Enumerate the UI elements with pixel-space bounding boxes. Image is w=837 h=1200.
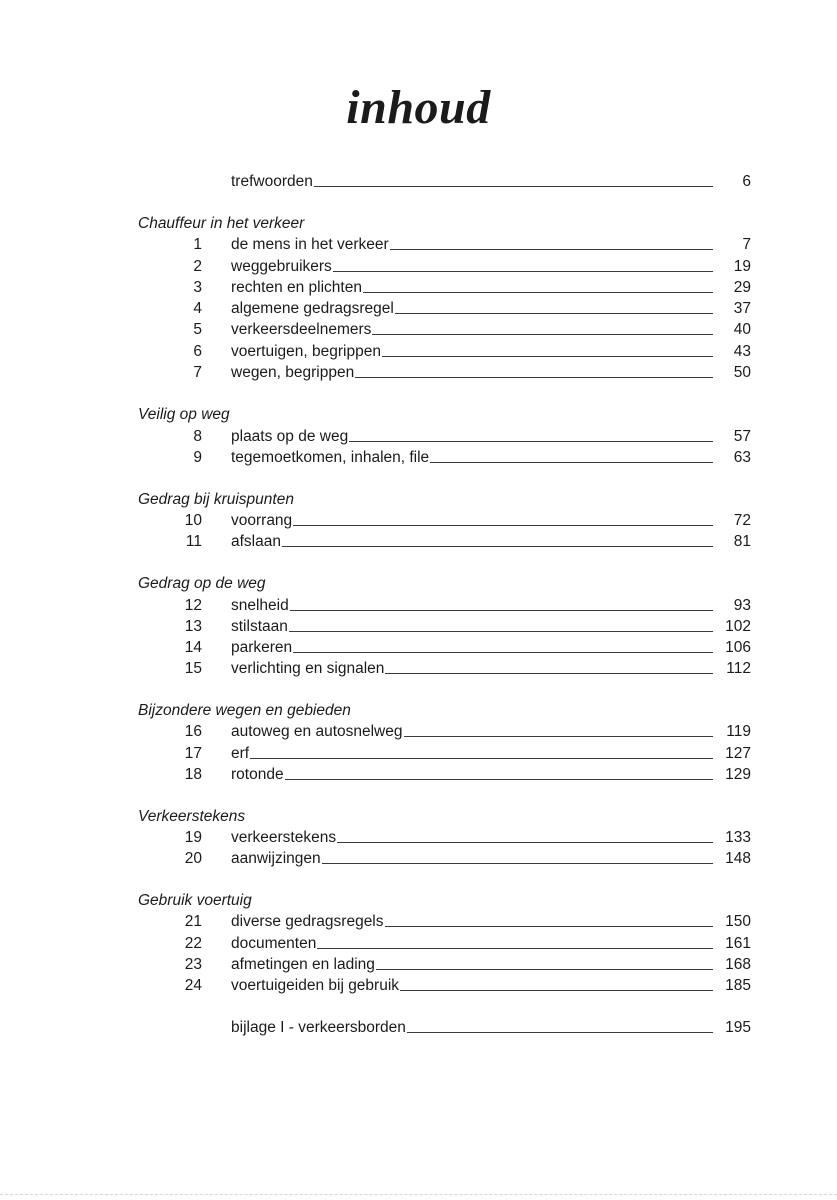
toc-entry[interactable]	[0, 447, 837, 469]
toc-entry-number: 16	[184, 723, 202, 740]
toc-entry-number: 6	[193, 343, 202, 360]
toc-entry-number: 9	[193, 449, 202, 466]
toc-entry-page: 195	[725, 1019, 751, 1036]
toc-entry-number: 22	[184, 935, 202, 952]
toc-entry-number: 3	[193, 279, 202, 296]
toc-entry-number: 23	[184, 956, 202, 973]
dot-leader	[231, 610, 713, 611]
toc-entry-number: 19	[184, 829, 202, 846]
toc-entry-label: rechten en plichten	[231, 277, 363, 299]
toc-entry[interactable]	[0, 827, 837, 849]
toc-entry-label: autoweg en autosnelweg	[231, 721, 404, 743]
toc-entry-label: aanwijzingen	[231, 848, 322, 870]
toc-entry-number: 10	[184, 512, 202, 529]
toc-entry[interactable]	[0, 637, 837, 659]
toc-entry[interactable]	[0, 319, 837, 341]
toc-entry-page: 119	[726, 723, 751, 740]
toc-entry-page: 57	[733, 428, 751, 445]
toc-entry-page: 6	[742, 173, 751, 190]
toc-entry[interactable]	[0, 911, 837, 933]
toc-entry[interactable]	[0, 975, 837, 997]
toc-entry-label: verkeerstekens	[231, 827, 337, 849]
dot-leader	[231, 779, 713, 780]
toc-entry-page: 40	[733, 321, 751, 338]
toc-entry[interactable]	[0, 531, 837, 553]
toc-entry-number: 13	[184, 618, 202, 635]
toc-entry-number: 4	[193, 300, 202, 317]
toc-entry[interactable]	[0, 298, 837, 320]
toc-entry-label: verkeersdeelnemers	[231, 319, 372, 341]
toc-entry-label: wegen, begrippen	[231, 362, 355, 384]
toc-entry-label: voertuigen, begrippen	[231, 341, 382, 363]
dot-leader	[231, 525, 713, 526]
toc-entry-page: 43	[733, 343, 751, 360]
toc-entry-label: diverse gedragsregels	[231, 911, 385, 933]
toc-entry-page: 161	[725, 935, 751, 952]
toc-entry[interactable]	[0, 764, 837, 786]
toc-entry-page: 93	[733, 597, 751, 614]
toc-entry-label: voorrang	[231, 510, 293, 532]
toc-entry-label: parkeren	[231, 637, 293, 659]
section-heading: Chauffeur in het verkeer	[138, 215, 305, 232]
toc-entry[interactable]	[0, 277, 837, 299]
toc-entry-intro[interactable]	[0, 171, 837, 193]
toc-entry-page: 106	[725, 639, 751, 656]
section-heading: Verkeerstekens	[138, 808, 246, 825]
toc-entry-page: 7	[742, 236, 751, 253]
toc-entry-page: 129	[725, 766, 751, 783]
section-heading: Gebruik voertuig	[138, 892, 252, 909]
toc-entry-number: 2	[193, 258, 202, 275]
toc-entry-page: 148	[725, 850, 751, 867]
toc-entry-label: verlichting en signalen	[231, 658, 385, 680]
toc-entry-page: 168	[725, 956, 751, 973]
toc-entry-label: afslaan	[231, 531, 282, 553]
toc-entry-number: 15	[184, 660, 202, 677]
toc-entry[interactable]	[0, 256, 837, 278]
toc-entry-page: 150	[725, 913, 751, 930]
toc-entry[interactable]	[0, 954, 837, 976]
toc-entry[interactable]	[0, 426, 837, 448]
toc-entry-number: 12	[184, 597, 202, 614]
toc-entry-number: 14	[184, 639, 202, 656]
toc-entry-label: trefwoorden	[231, 171, 314, 193]
toc-entry-page: 102	[725, 618, 751, 635]
section-heading: Gedrag op de weg	[138, 575, 266, 592]
section-heading: Veilig op weg	[138, 406, 230, 423]
toc-entry[interactable]	[0, 341, 837, 363]
toc-entry-page: 81	[733, 533, 751, 550]
toc-entry-label: plaats op de weg	[231, 426, 349, 448]
page-title: inhoud	[346, 81, 491, 134]
toc-entry[interactable]	[0, 743, 837, 765]
toc-entry-label: stilstaan	[231, 616, 289, 638]
toc-entry[interactable]	[0, 848, 837, 870]
toc-entry-page: 29	[733, 279, 751, 296]
dot-leader	[231, 652, 713, 653]
toc-entry-label: rotonde	[231, 764, 285, 786]
toc-entry-page: 50	[733, 364, 751, 381]
toc-entry-page: 185	[725, 977, 751, 994]
toc-entry-number: 8	[193, 428, 202, 445]
toc-entry-page: 112	[726, 660, 751, 677]
toc-entry-number: 1	[193, 236, 202, 253]
toc-entry-page: 133	[725, 829, 751, 846]
toc-entry-label: snelheid	[231, 595, 290, 617]
toc-entry-label: algemene gedragsregel	[231, 298, 395, 320]
toc-entry-number: 5	[193, 321, 202, 338]
toc-entry-page: 72	[733, 512, 751, 529]
toc-entry[interactable]	[0, 658, 837, 680]
toc-entry-number: 11	[185, 533, 202, 550]
toc-entry-label: afmetingen en lading	[231, 954, 376, 976]
toc-entry-number: 21	[184, 913, 202, 930]
toc-entry-number: 17	[184, 745, 202, 762]
toc-entry-number: 7	[193, 364, 202, 381]
toc-entry-appendix[interactable]	[0, 1017, 837, 1039]
toc-entry-number: 20	[184, 850, 202, 867]
toc-entry[interactable]	[0, 595, 837, 617]
toc-entry-label: voertuigeiden bij gebruik	[231, 975, 400, 997]
toc-entry[interactable]	[0, 234, 837, 256]
toc-entry-label: tegemoetkomen, inhalen, file	[231, 447, 430, 469]
toc-entry-label: erf	[231, 743, 250, 765]
dot-leader	[231, 631, 713, 632]
toc-entry[interactable]	[0, 362, 837, 384]
toc-entry-page: 19	[733, 258, 751, 275]
toc-entry-label: bijlage I - verkeersborden	[231, 1017, 407, 1039]
toc-entry-page: 63	[733, 449, 751, 466]
toc-entry[interactable]	[0, 616, 837, 638]
toc-entry-number: 24	[184, 977, 202, 994]
toc-entry-label: weggebruikers	[231, 256, 333, 278]
toc-entry[interactable]	[0, 510, 837, 532]
dot-leader	[231, 758, 713, 759]
toc-entry[interactable]	[0, 933, 837, 955]
toc-entry-label: de mens in het verkeer	[231, 234, 390, 256]
toc-entry-number: 18	[184, 766, 202, 783]
section-heading: Gedrag bij kruispunten	[138, 491, 294, 508]
dot-leader	[231, 546, 713, 547]
page-bottom-divider	[0, 1194, 837, 1195]
toc-entry-page: 127	[725, 745, 751, 762]
section-heading: Bijzondere wegen en gebieden	[138, 702, 351, 719]
toc-entry-page: 37	[733, 300, 751, 317]
toc-entry[interactable]	[0, 721, 837, 743]
toc-entry-label: documenten	[231, 933, 317, 955]
